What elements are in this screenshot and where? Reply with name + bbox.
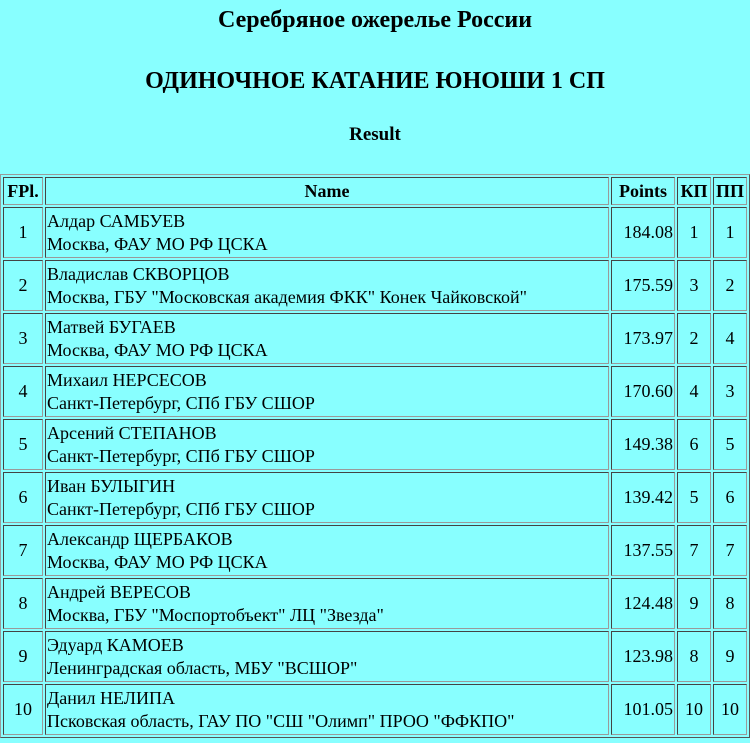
name-cell <box>45 472 609 523</box>
header-sp: КП <box>677 177 711 205</box>
place-cell: 9 <box>3 631 43 682</box>
table-row <box>3 631 747 682</box>
skater-name: Владислав СКВОРЦОВ <box>47 263 230 284</box>
sp-rank-cell: 2 <box>677 313 711 364</box>
skater-club: Москва, ФАУ МО РФ ЦСКА <box>47 551 268 572</box>
table-row <box>3 578 747 629</box>
name-cell <box>45 684 609 735</box>
points-cell: 124.48 <box>611 578 675 629</box>
skater-name: Эдуард КАМОЕВ <box>47 634 184 655</box>
fs-rank-cell: 8 <box>713 578 747 629</box>
fs-rank-cell: 9 <box>713 631 747 682</box>
skater-name: Александр ЩЕРБАКОВ <box>47 528 233 549</box>
skater-club: Ленинградская область, МБУ "ВСШОР" <box>47 657 358 678</box>
sp-rank-cell: 7 <box>677 525 711 576</box>
sp-rank-cell: 10 <box>677 684 711 735</box>
name-cell <box>45 313 609 364</box>
name-cell <box>45 419 609 470</box>
place-cell: 6 <box>3 472 43 523</box>
header-points: Points <box>611 177 675 205</box>
name-cell <box>45 631 609 682</box>
name-cell <box>45 260 609 311</box>
fs-rank-cell: 7 <box>713 525 747 576</box>
place-cell: 3 <box>3 313 43 364</box>
points-cell: 173.97 <box>611 313 675 364</box>
table-row <box>3 207 747 258</box>
place-cell: 4 <box>3 366 43 417</box>
sp-rank-cell: 4 <box>677 366 711 417</box>
table-row <box>3 525 747 576</box>
skater-name: Данил НЕЛИПА <box>47 687 175 708</box>
fs-rank-cell: 5 <box>713 419 747 470</box>
skater-name: Михаил НЕРСЕСОВ <box>47 369 207 390</box>
fs-rank-cell: 3 <box>713 366 747 417</box>
points-cell: 149.38 <box>611 419 675 470</box>
place-cell: 2 <box>3 260 43 311</box>
table-row <box>3 419 747 470</box>
skater-name: Матвей БУГАЕВ <box>47 316 176 337</box>
table-row <box>3 684 747 735</box>
points-cell: 137.55 <box>611 525 675 576</box>
event-title: Серебряное ожерелье России <box>217 7 533 33</box>
header-name: Name <box>45 177 609 205</box>
sp-rank-cell: 5 <box>677 472 711 523</box>
sp-rank-cell: 3 <box>677 260 711 311</box>
header-fs: ПП <box>713 177 747 205</box>
name-cell <box>45 366 609 417</box>
sp-rank-cell: 8 <box>677 631 711 682</box>
skater-club: Москва, ФАУ МО РФ ЦСКА <box>47 233 268 254</box>
points-cell: 184.08 <box>611 207 675 258</box>
skater-club: Санкт-Петербург, СПб ГБУ СШОР <box>47 498 315 519</box>
fs-rank-cell: 2 <box>713 260 747 311</box>
skater-name: Иван БУЛЫГИН <box>47 475 176 496</box>
results-table <box>0 174 750 738</box>
name-cell <box>45 525 609 576</box>
skater-club: Москва, ГБУ "Московская академия ФКК" Конек Чайковской" <box>47 286 527 307</box>
table-row <box>3 313 747 364</box>
skater-club: Москва, ГБУ "Моспортобъект" ЛЦ "Звезда" <box>47 604 384 625</box>
skater-name: Арсений СТЕПАНОВ <box>47 422 217 443</box>
skater-club: Москва, ФАУ МО РФ ЦСКА <box>47 339 268 360</box>
skater-club: Санкт-Петербург, СПб ГБУ СШОР <box>47 445 315 466</box>
points-cell: 175.59 <box>611 260 675 311</box>
header-place: FPl. <box>3 177 43 205</box>
points-cell: 123.98 <box>611 631 675 682</box>
name-cell <box>45 578 609 629</box>
table-row <box>3 260 747 311</box>
points-cell: 170.60 <box>611 366 675 417</box>
section-title: Result <box>349 124 401 145</box>
place-cell: 5 <box>3 419 43 470</box>
sp-rank-cell: 6 <box>677 419 711 470</box>
skater-name: Алдар САМБУЕВ <box>47 210 186 231</box>
skater-club: Санкт-Петербург, СПб ГБУ СШОР <box>47 392 315 413</box>
skater-name: Андрей ВЕРЕСОВ <box>47 581 191 602</box>
fs-rank-cell: 4 <box>713 313 747 364</box>
points-cell: 101.05 <box>611 684 675 735</box>
points-cell: 139.42 <box>611 472 675 523</box>
table-row <box>3 472 747 523</box>
place-cell: 10 <box>3 684 43 735</box>
sp-rank-cell: 9 <box>677 578 711 629</box>
sp-rank-cell: 1 <box>677 207 711 258</box>
place-cell: 1 <box>3 207 43 258</box>
category-title: ОДИНОЧНОЕ КАТАНИЕ ЮНОШИ 1 СП <box>145 68 605 94</box>
fs-rank-cell: 1 <box>713 207 747 258</box>
place-cell: 7 <box>3 525 43 576</box>
place-cell: 8 <box>3 578 43 629</box>
fs-rank-cell: 6 <box>713 472 747 523</box>
fs-rank-cell: 10 <box>713 684 747 735</box>
header-row <box>3 177 747 205</box>
name-cell <box>45 207 609 258</box>
skater-club: Псковская область, ГАУ ПО "СШ "Олимп" ПРОО "ФФКПО" <box>47 710 515 731</box>
table-row <box>3 366 747 417</box>
